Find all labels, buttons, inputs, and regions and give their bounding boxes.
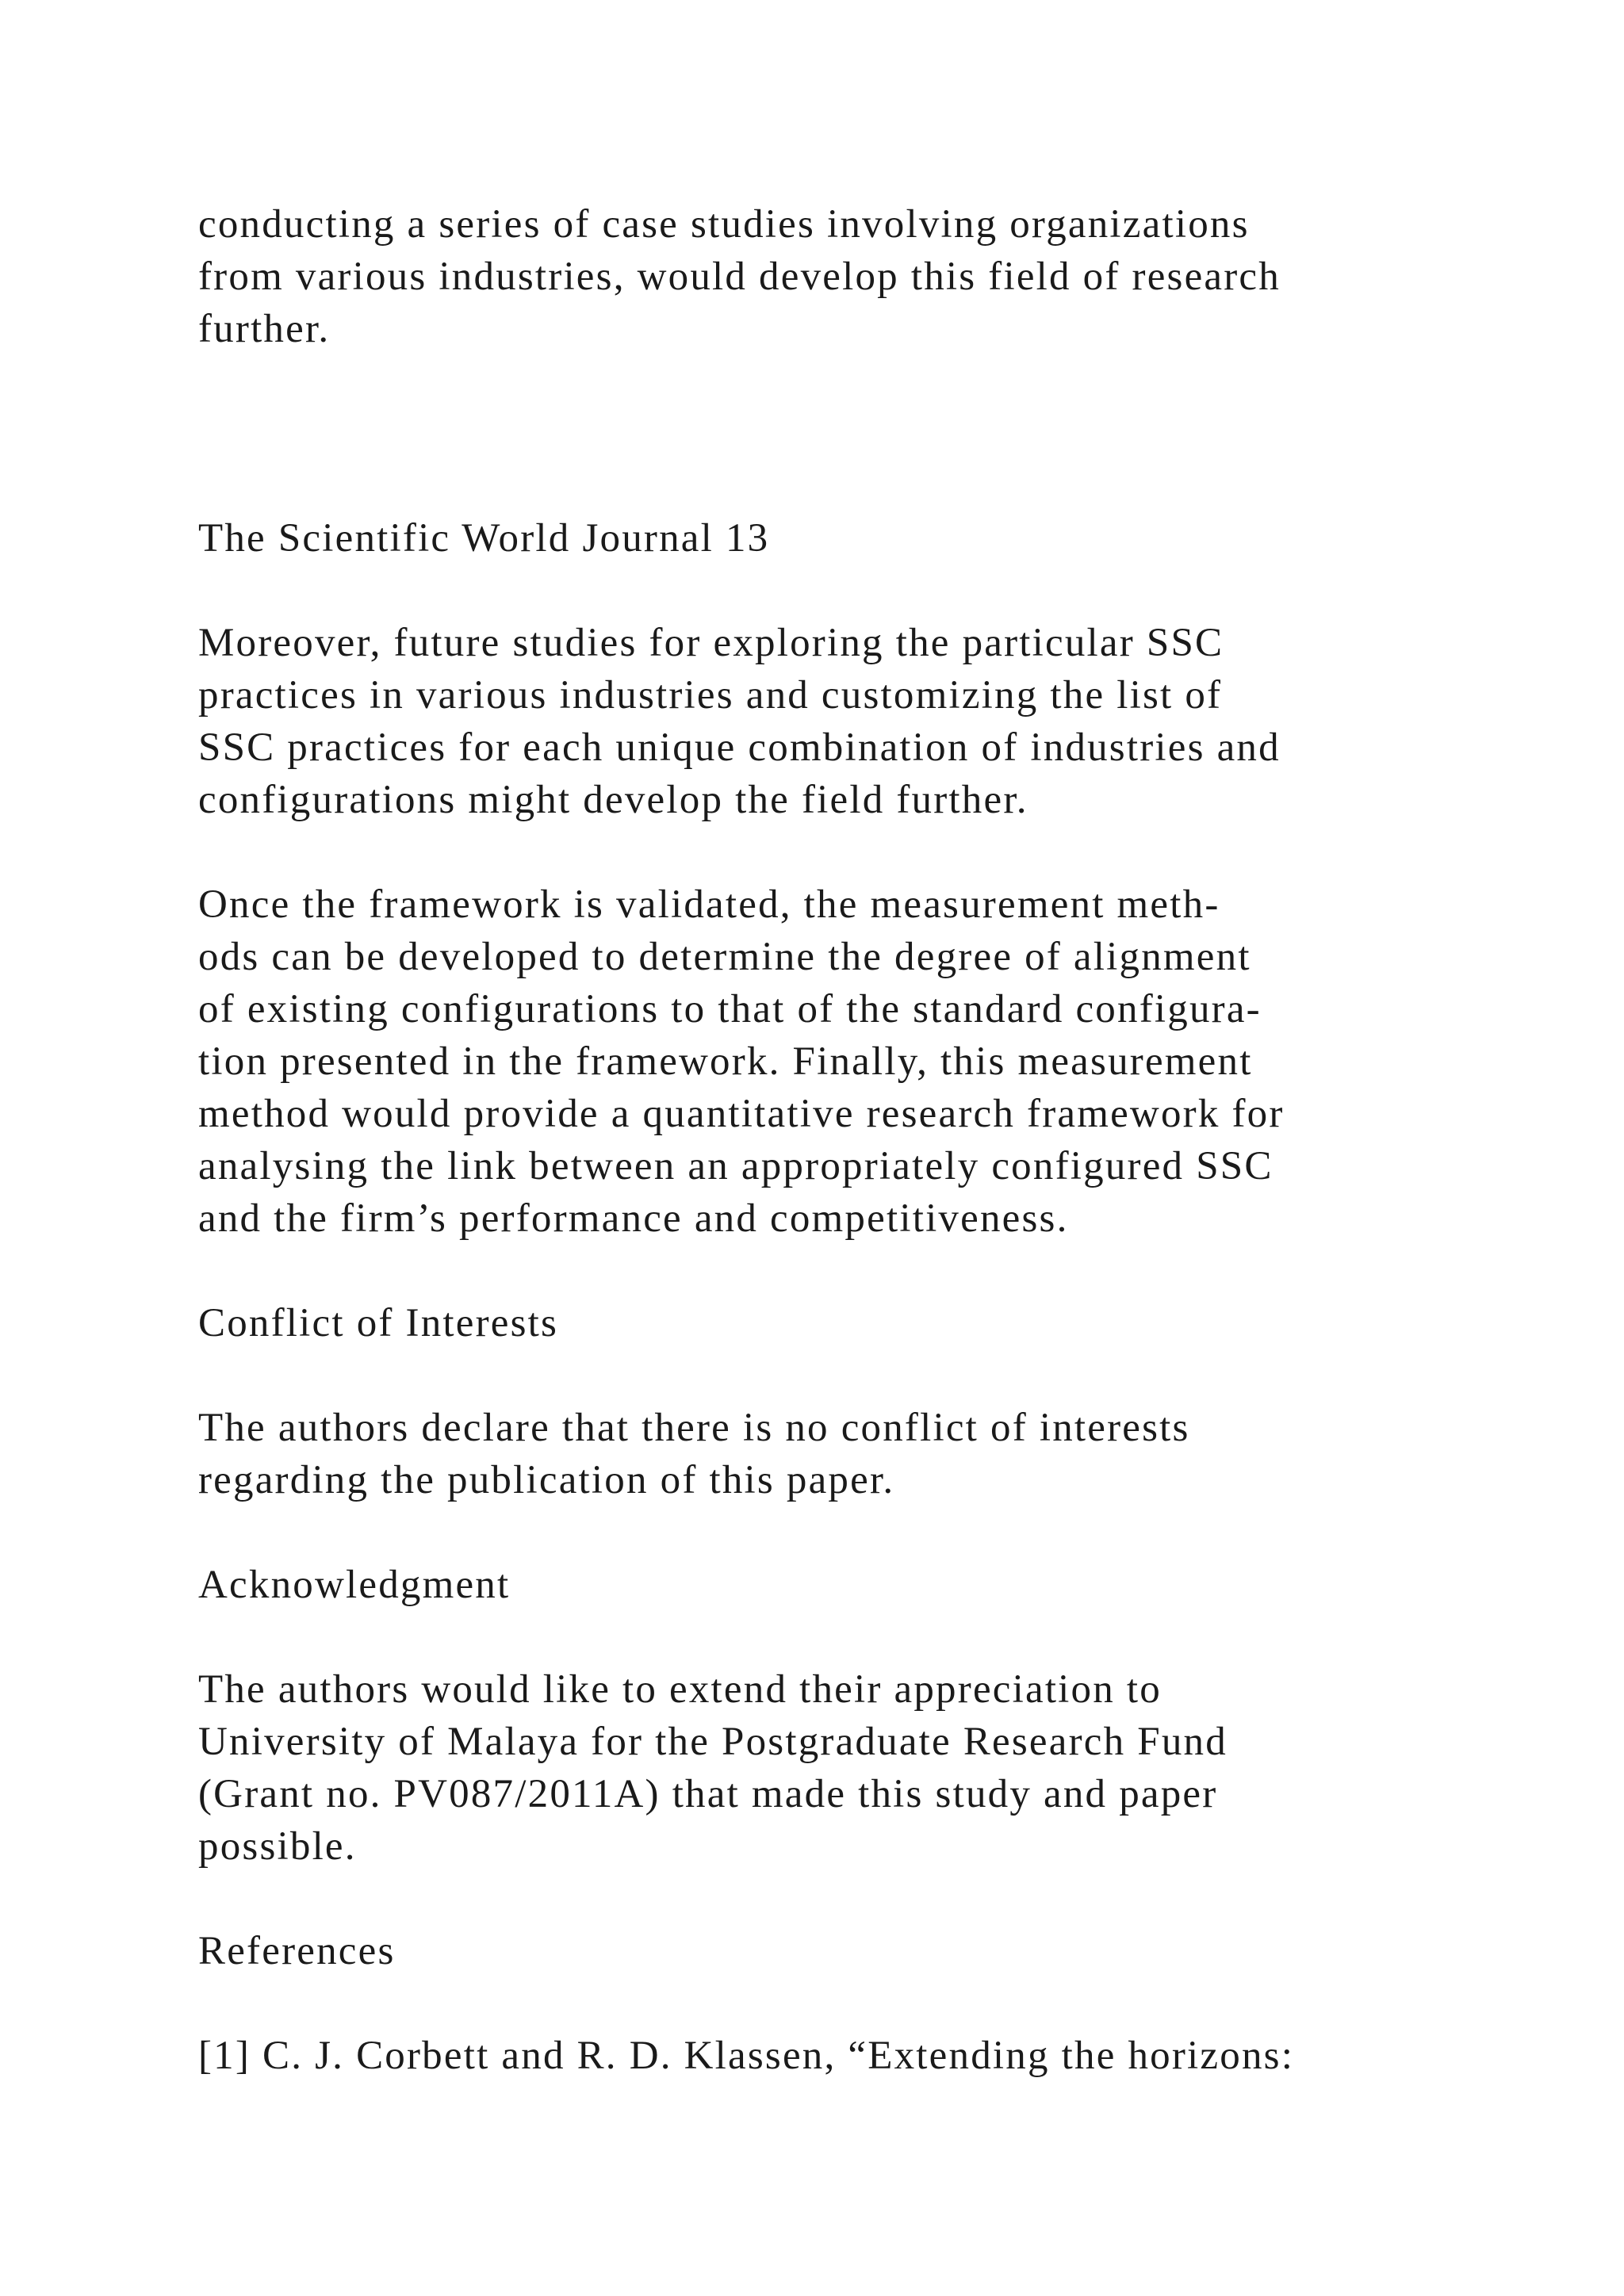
text-line: SSC practices for each unique combination of industries and	[198, 725, 1281, 770]
text-line: practices in various industries and customizing the list of	[198, 673, 1223, 718]
text-line: and the firm’s performance and competitiveness.	[198, 1196, 1069, 1241]
text-line: regarding the publication of this paper.	[198, 1458, 895, 1502]
text-line: (Grant no. PV087/2011A) that made this study and paper	[198, 1772, 1218, 1816]
text-line: further.	[198, 307, 331, 351]
text-line: possible.	[198, 1824, 357, 1869]
text-line: tion presented in the framework. Finally, this measurement	[198, 1039, 1253, 1084]
section-heading: Acknowledgment	[198, 1563, 511, 1607]
text-line: University of Malaya for the Postgraduate Research Fund	[198, 1720, 1228, 1764]
section-heading: Conflict of Interests	[198, 1301, 559, 1345]
reference-item: [1] C. J. Corbett and R. D. Klassen, “Extending the horizons:	[198, 2034, 1295, 2078]
text-line: method would provide a quantitative research framework for	[198, 1092, 1285, 1136]
text-line: conducting a series of case studies involving organizations	[198, 202, 1250, 247]
text-line: ods can be developed to determine the degree of alignment	[198, 935, 1251, 979]
text-line: Moreover, future studies for exploring the particular SSC	[198, 621, 1224, 665]
section-heading: References	[198, 1929, 396, 1973]
text-line: The authors would like to extend their appreciation to	[198, 1667, 1162, 1712]
text-line: configurations might develop the field further.	[198, 778, 1028, 822]
text-line: of existing configurations to that of the standard configura-	[198, 987, 1262, 1031]
running-header: The Scientific World Journal 13	[198, 516, 770, 561]
text-line: analysing the link between an appropriately configured SSC	[198, 1144, 1274, 1188]
text-line: from various industries, would develop this field of research	[198, 254, 1281, 299]
text-line: Once the framework is validated, the measurement meth-	[198, 882, 1220, 927]
text-line: The authors declare that there is no conflict of interests	[198, 1406, 1190, 1450]
